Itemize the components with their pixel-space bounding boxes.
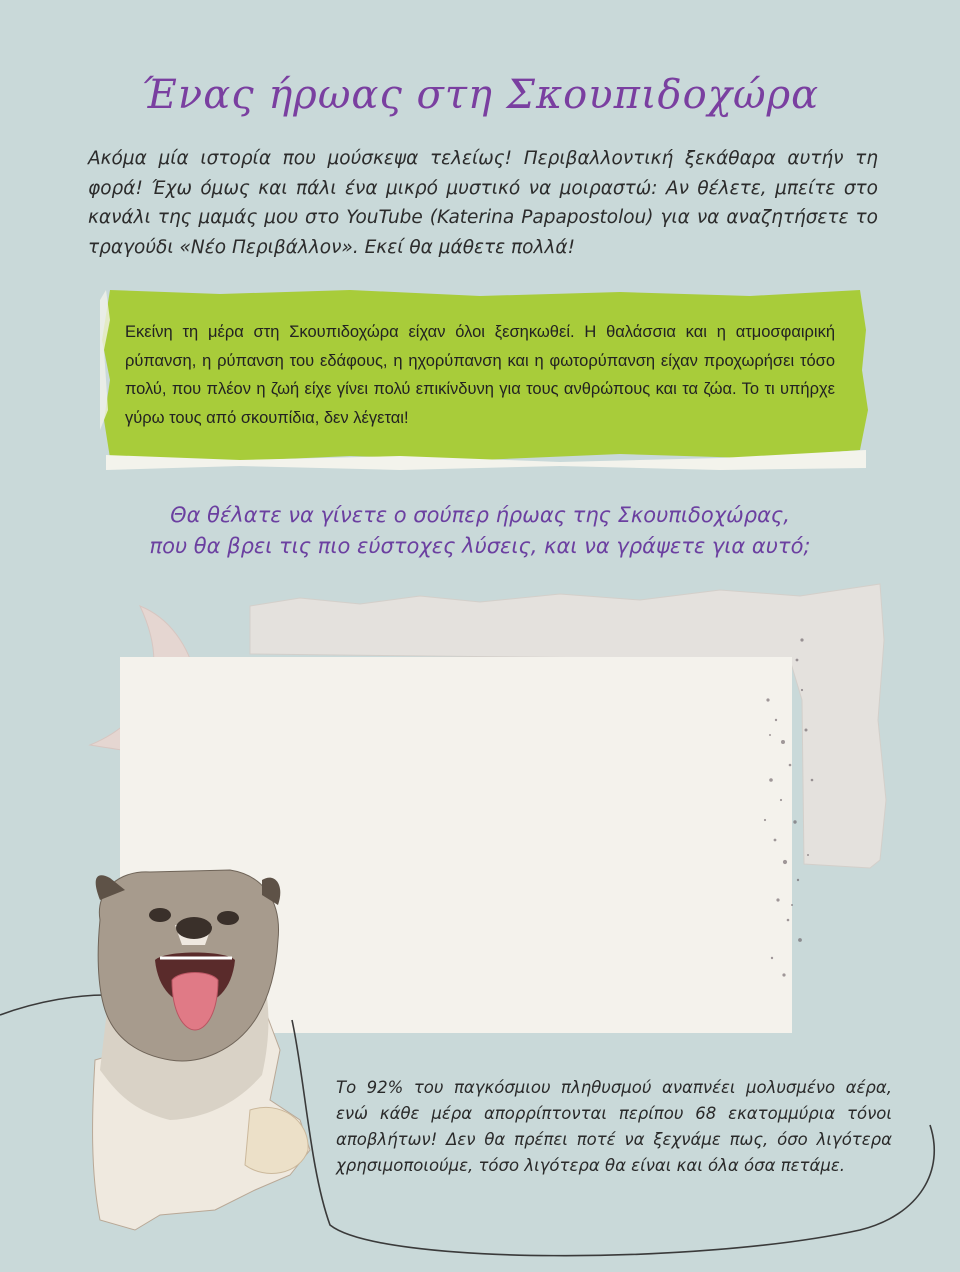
story-excerpt-text: Εκείνη τη μέρα στη Σκουπιδοχώρα είχαν όλοι ξεσηκωθεί. Η θαλάσσια και η ατμοσφαιρική ρύπανση, η ρύπανση του εδάφους, η ηχορύπανση και η φωτορύπανση είχαν προχωρήσει τόσο πολύ, που πλέον η ζωή είχε γίνει πολύ επικίνδυνη για τους ανθρώπους και τα ζώα. Το τι υπήρχε γύρω τους από σκουπίδια, δεν λέγεται!: [125, 323, 835, 427]
prompt-question-line-1: Θα θέλατε να γίνετε ο σούπερ ήρωας της Σκουπιδοχώρας,: [170, 503, 790, 527]
fact-text: Το 92% του παγκόσμιου πληθυσμού αναπνέει μολυσμένο αέρα, ενώ κάθε μέρα απορρίπτονται περίπου 68 εκατομμύρια τόνοι αποβλήτων! Δεν θα πρέπει ποτέ να ξεχνάμε πως, όσο λιγότερα χρησιμοποιούμε, τόσο λιγότερα θα είναι και όλα όσα πετάμε.: [336, 1078, 892, 1175]
writing-area[interactable]: [120, 657, 792, 1033]
prompt-question-line-2: που θα βρει τις πιο εύστοχες λύσεις, και να γράψετε για αυτό;: [149, 534, 811, 558]
story-excerpt-card: [100, 290, 870, 470]
page-title: Ένας ήρωας στη Σκουπιδοχώρα: [140, 72, 820, 118]
intro-paragraph: Ακόμα μία ιστορία που μούσκεψα τελείως! Περιβαλλοντική ξεκάθαρα αυτήν τη φορά! Έχω όμως και πάλι ένα μικρό μυστικό να μοιραστώ: Αν θέλετε, μπείτε στο κανάλι της μαμάς μου στο YouTube (Katerina Papapostolou) για να αναζητήσετε το τραγούδι «Νέο Περιβάλλον». Εκεί θα μάθετε πολλά!: [88, 148, 878, 258]
prompt-question: [0, 500, 960, 562]
